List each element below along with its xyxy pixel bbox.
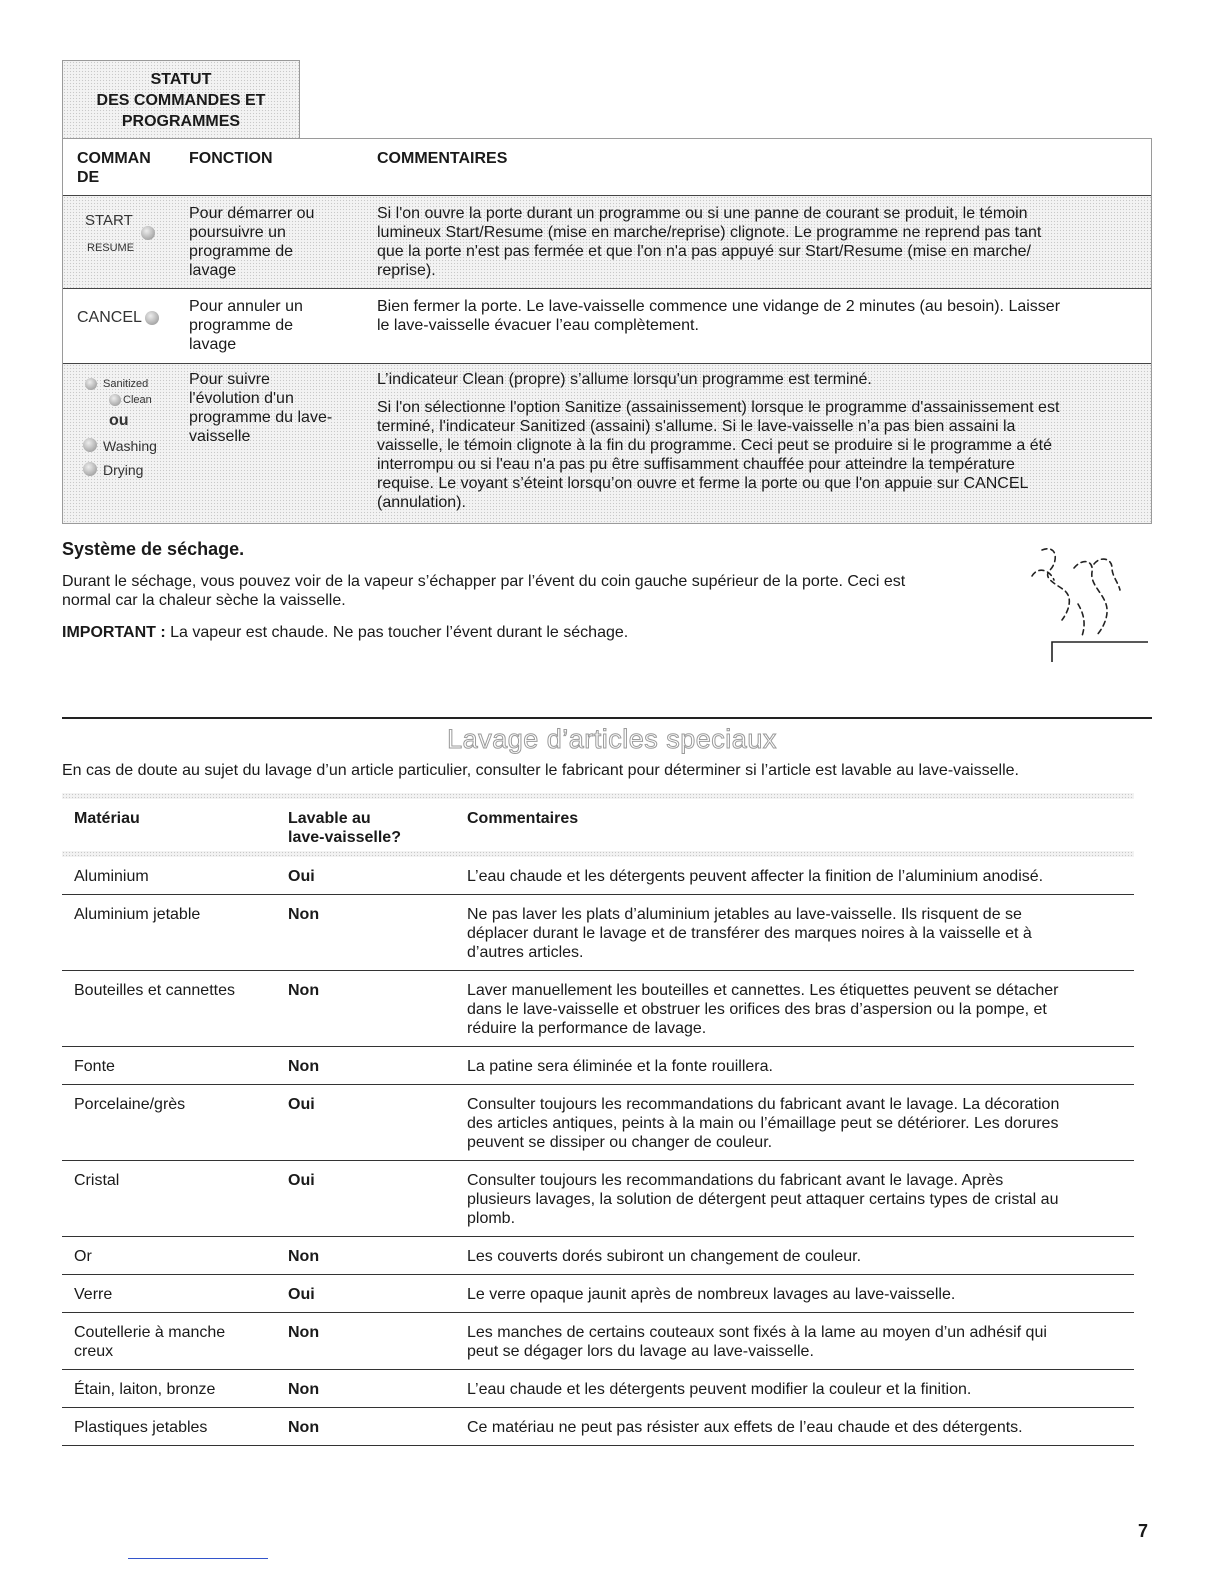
cancel-commentaires — [377, 297, 1147, 335]
drying-paragraph — [62, 572, 1022, 610]
table-row — [62, 1408, 1134, 1446]
cell-materiau — [74, 1285, 274, 1304]
table-row — [62, 1161, 1134, 1237]
cell-materiau-line: Étain, laiton, bronze — [74, 1381, 216, 1398]
cell-commentaires — [467, 905, 1127, 962]
drying-paragraph-l2: normal car la chaleur sèche la vaisselle. — [62, 592, 346, 609]
header-lavable-line1: Lavable au — [288, 810, 371, 827]
table-row — [62, 1047, 1134, 1085]
status-tab-line1: STATUT — [150, 70, 212, 88]
cancel-comment-l2: le lave-vaisselle évacuer l’eau complètement. — [377, 317, 699, 334]
cell-commentaires — [467, 1171, 1127, 1228]
start-comment-l2: lumineux Start/Resume (mise en marche/reprise) clignote. Le programme ne reprend pas tant — [377, 224, 1042, 241]
lights-comment-l1: Si l'on sélectionne l'option Sanitize (assainissement) lorsque le programme d'assainissement est — [377, 399, 1060, 416]
cell-commentaires — [467, 1418, 1127, 1437]
start-fonction-l3: programme de — [189, 243, 294, 260]
cell-commentaires — [467, 1323, 1127, 1361]
cell-materiau-line: Aluminium — [74, 868, 149, 885]
lights-comment-l2: terminé, l'indicateur Sanitized (assaini) s'allume. Si le lave-vaisselle n’a pas bien assaini la — [377, 418, 1016, 435]
cell-materiau — [74, 1095, 274, 1114]
cell-commentaires — [467, 867, 1127, 886]
table-row — [62, 1370, 1134, 1408]
cell-commentaires-line: peut se dégager lors du lavage au lave-vaisselle. — [467, 1343, 814, 1360]
cell-commentaires-line: réduire la performance de lavage. — [467, 1020, 707, 1037]
cell-commentaires-line: Les couverts dorés subiront un changement de couleur. — [467, 1248, 862, 1265]
section-rule — [62, 717, 1152, 719]
header-commande — [77, 149, 151, 187]
cell-materiau-line: Coutellerie à manche — [74, 1324, 226, 1341]
cell-lavable: Oui — [288, 1096, 315, 1113]
important-text: La vapeur est chaude. Ne pas toucher l’évent durant le séchage. — [165, 624, 629, 641]
header-lavable — [288, 809, 458, 847]
start-fonction-l2: poursuivre un — [189, 224, 286, 241]
sanitized-indicator-icon — [85, 378, 97, 390]
cancel-comment-l1: Bien fermer la porte. Le lave-vaisselle commence une vidange de 2 minutes (au besoin). Laisser — [377, 298, 1061, 315]
drying-indicator-icon — [83, 462, 97, 476]
cancel-fonction-l2: programme de — [189, 317, 294, 334]
clean-label: Clean — [123, 394, 152, 406]
cell-materiau-line: Verre — [74, 1286, 113, 1303]
cell-materiau — [74, 1418, 274, 1437]
cell-lavable: Oui — [288, 1286, 315, 1303]
cell-materiau-line: creux — [74, 1343, 114, 1360]
cell-lavable: Oui — [288, 1172, 315, 1189]
status-tab-line2: DES COMMANDES ET — [96, 91, 266, 109]
ou-label: ou — [109, 412, 129, 429]
cell-materiau — [74, 867, 274, 886]
section-title: Lavage d’articles speciaux — [447, 724, 777, 754]
cell-materiau-line: Porcelaine/grès — [74, 1096, 186, 1113]
cell-materiau-line: Bouteilles et cannettes — [74, 982, 235, 999]
cell-commentaires — [467, 1057, 1127, 1076]
cell-materiau — [74, 1380, 274, 1399]
lights-comment-p1: L’indicateur Clean (propre) s’allume lorsqu'un programme est terminé. — [377, 371, 872, 388]
cell-lavable: Oui — [288, 868, 315, 885]
lights-fonction — [189, 370, 332, 446]
cell-materiau — [74, 1171, 274, 1190]
lights-fonction-l4: vaisselle — [189, 428, 251, 445]
start-fonction — [189, 204, 314, 280]
cell-lavable: Non — [288, 1248, 320, 1265]
header-lavable-line2: lave-vaisselle? — [288, 829, 401, 846]
special-intro: En cas de doute au sujet du lavage d’un article particulier, consulter le fabricant pour déterminer si l’article est lavable au lave-vaisselle. — [62, 762, 1019, 779]
lights-comment-l4: interrompu ou si l'eau n'a pas pu être suffisamment chauffée pour atteindre la température — [377, 456, 1015, 473]
start-fonction-l4: lavage — [189, 262, 237, 279]
cell-materiau — [74, 1323, 274, 1361]
status-row-start — [63, 196, 1151, 282]
materials-table-body — [62, 857, 1134, 1446]
cell-commentaires-line: plusieurs lavages, la solution de détergent peut attaquer certains types de cristal au — [467, 1191, 1059, 1208]
start-comment-l4: reprise). — [377, 262, 436, 279]
resume-label: RESUME — [87, 242, 135, 254]
cancel-fonction-l1: Pour annuler un — [189, 298, 303, 315]
start-comment-l1: Si l'on ouvre la porte durant un programme ou si une panne de courant se produit, le témoin — [377, 205, 1028, 222]
cancel-indicator-icon — [145, 311, 159, 325]
cell-lavable: Non — [288, 1419, 320, 1436]
sanitized-label: Sanitized — [103, 378, 149, 390]
cell-lavable: Non — [288, 1381, 320, 1398]
cell-commentaires-line: plomb. — [467, 1210, 516, 1227]
header-materiau: Matériau — [74, 810, 140, 827]
table-row — [62, 1313, 1134, 1370]
cell-commentaires-line: peuvent se dissiper ou changer de couleur. — [467, 1134, 773, 1151]
status-table-header — [63, 139, 1151, 196]
cell-commentaires-line: dans le lave-vaisselle et obstruer les orifices des bras d’aspersion ou la pompe, et — [467, 1001, 1047, 1018]
table-row — [62, 895, 1134, 971]
cell-commentaires-line: des articles antiques, peints à la main ou l’émaillage peut se détériorer. Les dorures — [467, 1115, 1059, 1132]
header-commentaires: COMMENTAIRES — [377, 150, 508, 167]
start-fonction-l1: Pour démarrer ou — [189, 205, 315, 222]
cell-commentaires-line: Consulter toujours les recommandations du fabricant avant le lavage. La décoration — [467, 1096, 1060, 1113]
cancel-fonction-l3: lavage — [189, 336, 237, 353]
cell-commentaires-line: La patine sera éliminée et la fonte rouillera. — [467, 1058, 773, 1075]
steam-vent-illustration-icon — [1028, 540, 1154, 666]
cell-commentaires-line: déplacer durant le lavage et de transférer des marques noires à la vaisselle et à — [467, 925, 1032, 942]
cell-commentaires — [467, 1095, 1127, 1152]
materials-table-header — [62, 799, 1134, 851]
cell-commentaires-line: Ne pas laver les plats d’aluminium jetables au lave-vaisselle. Ils risquent de se — [467, 906, 1022, 923]
cell-commentaires-line: d’autres articles. — [467, 944, 584, 961]
cell-commentaires — [467, 981, 1127, 1038]
header-commande-line1: COMMAN — [77, 150, 151, 167]
cell-materiau-line: Plastiques jetables — [74, 1419, 208, 1436]
cell-commentaires — [467, 1247, 1127, 1266]
cancel-fonction — [189, 297, 303, 354]
header-commande-line2: DE — [77, 169, 100, 186]
lights-comment-l6: (annulation). — [377, 494, 466, 511]
cell-commentaires — [467, 1285, 1127, 1304]
cell-commentaires-line: L’eau chaude et les détergents peuvent affecter la finition de l’aluminium anodisé. — [467, 868, 1044, 885]
status-tab — [62, 60, 300, 139]
cell-lavable: Non — [288, 1324, 320, 1341]
drying-label: Drying — [103, 462, 144, 478]
clean-indicator-icon — [109, 394, 121, 406]
start-label: START — [85, 212, 133, 229]
cell-commentaires-line: Ce matériau ne peut pas résister aux effets de l’eau chaude et des détergents. — [467, 1419, 1023, 1436]
drying-heading: Système de séchage. — [62, 539, 245, 559]
cell-lavable: Non — [288, 982, 320, 999]
drying-important — [62, 623, 1022, 642]
cell-materiau-line: Aluminium jetable — [74, 906, 201, 923]
cell-lavable: Non — [288, 1058, 320, 1075]
footer-underline — [128, 1558, 268, 1559]
lights-commentaires — [377, 370, 1147, 512]
materials-table — [62, 793, 1134, 1446]
washing-indicator-icon — [83, 438, 97, 452]
header-commentaires: Commentaires — [467, 810, 579, 827]
start-comment-l3: que la porte n'est pas fermée et que l'on n'a pas appuyé sur Start/Resume (mise en marche/ — [377, 243, 1031, 260]
cell-commentaires-line: Laver manuellement les bouteilles et cannettes. Les étiquettes peuvent se détacher — [467, 982, 1059, 999]
lights-comment-l5: requise. Le voyant s’éteint lorsqu’on ouvre et ferme la porte ou que l'on appuie sur CANCEL — [377, 475, 1029, 492]
cell-commentaires-line: Le verre opaque jaunit après de nombreux lavages au lave-vaisselle. — [467, 1286, 956, 1303]
cancel-label: CANCEL — [77, 309, 142, 326]
header-fonction: FONCTION — [189, 150, 273, 167]
cell-materiau-line: Cristal — [74, 1172, 120, 1189]
washing-label: Washing — [103, 438, 157, 454]
lights-fonction-l3: programme du lave- — [189, 409, 333, 426]
cell-commentaires-line: Les manches de certains couteaux sont fixés à la lame au moyen d’un adhésif qui — [467, 1324, 1047, 1341]
lights-comment-l3: vaisselle, le témoin clignote à la fin du programme. Ceci peut se produire si le programme a été — [377, 437, 1052, 454]
status-row-lights — [63, 364, 1151, 524]
cell-commentaires-line: L’eau chaude et les détergents peuvent modifier la couleur et la finition. — [467, 1381, 972, 1398]
page-number: 7 — [1138, 1521, 1149, 1541]
cell-commentaires-line: Consulter toujours les recommandations du fabricant avant le lavage. Après — [467, 1172, 1004, 1189]
cell-materiau-line: Fonte — [74, 1058, 115, 1075]
table-row — [62, 971, 1134, 1047]
cell-commentaires — [467, 1380, 1127, 1399]
table-row — [62, 1237, 1134, 1275]
table-row — [62, 1275, 1134, 1313]
cell-materiau — [74, 1247, 274, 1266]
cell-lavable: Non — [288, 906, 320, 923]
cell-materiau-line: Or — [74, 1248, 92, 1265]
status-table — [62, 138, 1152, 524]
important-label: IMPORTANT : — [62, 624, 166, 641]
cell-materiau — [74, 1057, 274, 1076]
cell-materiau — [74, 981, 274, 1000]
start-commentaires — [377, 204, 1147, 280]
lights-fonction-l1: Pour suivre — [189, 371, 270, 388]
status-row-cancel — [63, 289, 1151, 363]
lights-fonction-l2: l'évolution d'un — [189, 390, 294, 407]
cell-materiau — [74, 905, 274, 924]
start-indicator-icon — [141, 226, 155, 240]
status-tab-line3: PROGRAMMES — [121, 112, 241, 130]
table-row — [62, 857, 1134, 895]
drying-paragraph-l1: Durant le séchage, vous pouvez voir de la vapeur s’échapper par l’évent du coin gauche supérieur de la porte. Ceci est — [62, 573, 906, 590]
table-row — [62, 1085, 1134, 1161]
